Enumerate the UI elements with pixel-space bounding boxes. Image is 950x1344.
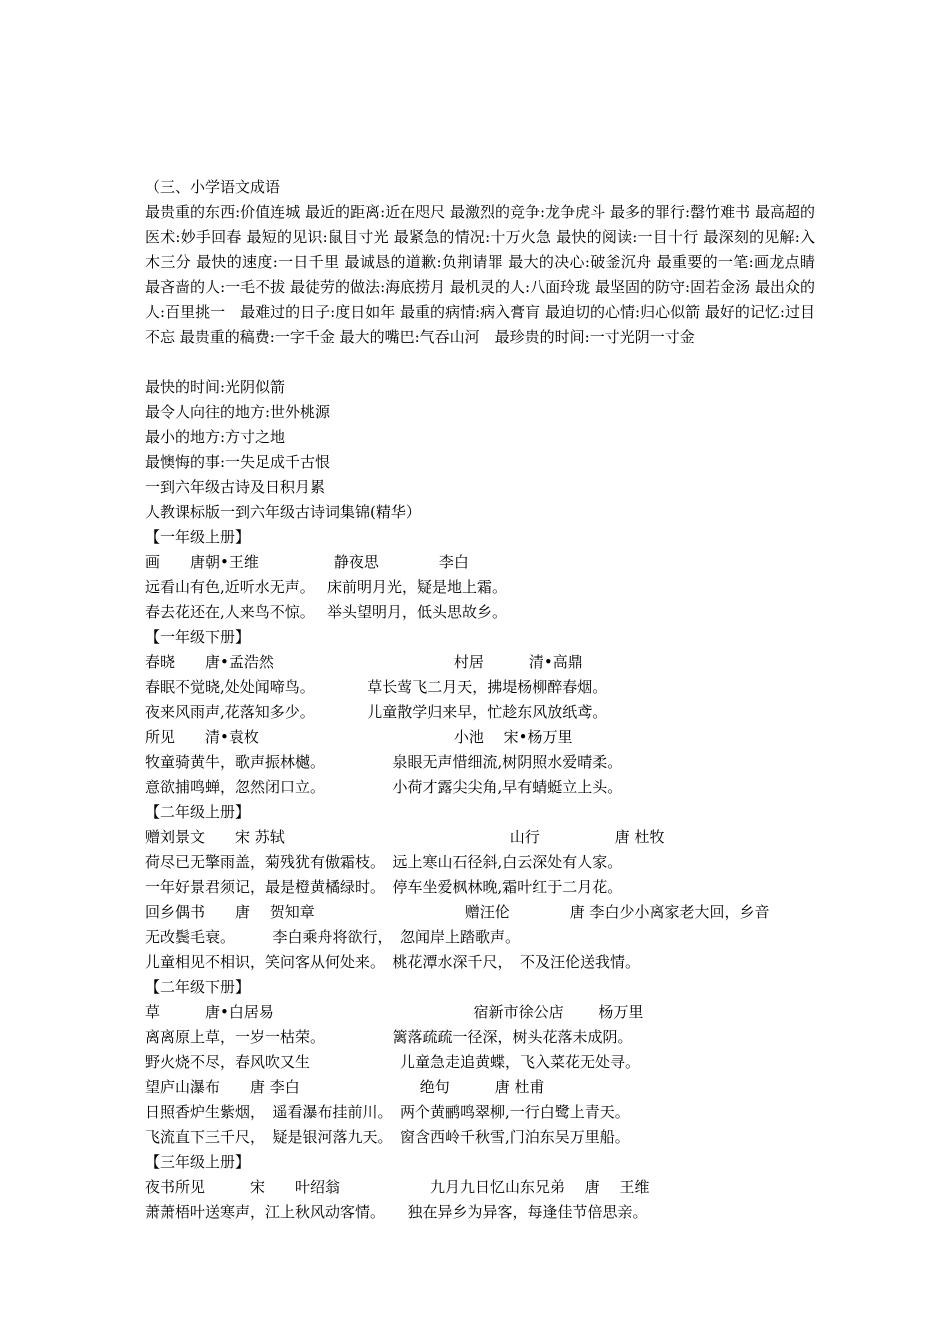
poem-line: 萧萧梧叶送寒声，江上秋风动客情。 独在异乡为异客，每逢佳节倍思亲。 — [145, 1203, 648, 1221]
poem-title-line: 春晓 唐•孟浩然 村居 清•高鼎 — [145, 653, 583, 671]
text-line: 最小的地方:方寸之地 — [145, 428, 286, 446]
grade-heading: 【二年级下册】 — [145, 978, 251, 996]
poem-line: 意欲捕鸣蝉，忽然闭口立。 小荷才露尖尖角,早有蜻蜓立上头。 — [145, 778, 623, 796]
poem-line: 荷尽已无擎雨盖，菊残犹有傲霜枝。 远上寒山石径斜,白云深处有人家。 — [145, 853, 623, 871]
poem-line: 儿童相见不相识，笑问客从何处来。 桃花潭水深千尺， 不及汪伦送我情。 — [145, 953, 641, 971]
poem-line: 远看山有色,近听水无声。 床前明月光，疑是地上霜。 — [145, 578, 508, 596]
section-heading: （三、小学语文成语 — [145, 178, 281, 196]
text-line: 最懊悔的事:一失足成千古恨 — [145, 453, 331, 471]
grade-heading: 【一年级下册】 — [145, 628, 251, 646]
idioms-paragraph: 最贵重的东西:价值连城 最近的距离:近在咫尺 最激烈的竞争:龙争虎斗 最多的罪行:罄竹难书 最高超的医术:妙手回春 最短的见识:鼠目寸光 最紧急的情况:十万火急 最快的阅读:一目十行 最深刻的见解:入木三分 最快的速度:一日千里 最诚恳的道歉:负荆请罪 最大的决心:破釜沉舟 最重要的一笔:画龙点睛 最吝啬的人:一毛不拔 最徒劳的做法:海底捞月 最机灵的人:八面玲珑 最坚固的防守:固若金汤 最出众的人:百里挑一 最难过的日子:度日如年 最重的病情:病入膏肓 最迫切的心情:归心似箭 最好的记忆:过目不忘 最贵重的稿费:一字千金 最大的嘴巴:气吞山河 最珍贵的时间:一寸光阴一寸金 — [145, 203, 815, 346]
poem-title-line: 赠刘景文 宋 苏轼 山行 唐 杜牧 — [145, 828, 665, 846]
poem-title-line: 草 唐•白居易 宿新市徐公店 杨万里 — [145, 1003, 644, 1021]
poem-line: 春眠不觉晓,处处闻啼鸟。 草长莺飞二月天，拂堤杨柳醉春烟。 — [145, 678, 608, 696]
poem-title-line: 画 唐朝•王维 静夜思 李白 — [145, 553, 469, 571]
poem-title-line: 夜书所见 宋 叶绍翁 九月九日忆山东兄弟 唐 王维 — [145, 1178, 650, 1196]
grade-heading: 【二年级上册】 — [145, 803, 251, 821]
poem-line: 夜来风雨声,花落知多少。 儿童散学归来早，忙趁东风放纸鸢。 — [145, 703, 608, 721]
poem-line: 一年好景君须记，最是橙黄橘绿时。 停车坐爱枫林晚,霜叶红于二月花。 — [145, 878, 623, 896]
grade-heading: 【三年级上册】 — [145, 1153, 251, 1171]
text-line: 最快的时间:光阴似箭 — [145, 378, 286, 396]
text-line: 人教课标版一到六年级古诗词集锦(精华） — [145, 503, 421, 521]
poem-line: 春去花还在,人来鸟不惊。 举头望明月，低头思故乡。 — [145, 603, 508, 621]
grade-heading: 【一年级上册】 — [145, 528, 251, 546]
poem-title-line: 所见 清•袁枚 小池 宋•杨万里 — [145, 728, 573, 746]
poem-line: 牧童骑黄牛，歌声振林樾。 泉眼无声惜细流,树阴照水爱晴柔。 — [145, 753, 623, 771]
poem-title-line: 回乡偶书 唐 贺知章 赠汪伦 唐 李白少小离家老大回，乡音 — [145, 903, 770, 921]
poem-line: 日照香炉生紫烟， 遥看瀑布挂前川。 两个黄鹂鸣翠柳,一行白鹭上青天。 — [145, 1103, 630, 1121]
text-line: 一到六年级古诗及日积月累 — [145, 478, 326, 496]
poem-line: 无改鬓毛衰。 李白乘舟将欲行， 忽闻岸上踏歌声。 — [145, 928, 521, 946]
poem-line: 离离原上草，一岁一枯荣。 篱落疏疏一径深，树头花落未成阴。 — [145, 1028, 633, 1046]
poem-line: 飞流直下三千尺， 疑是银河落九天。 窗含西岭千秋雪,门泊东吴万里船。 — [145, 1128, 630, 1146]
poem-line: 野火烧不尽，春风吹又生 儿童急走追黄蝶，飞入菜花无处寻。 — [145, 1053, 641, 1071]
poem-title-line: 望庐山瀑布 唐 李白 绝句 唐 杜甫 — [145, 1078, 545, 1096]
text-line: 最令人向往的地方:世外桃源 — [145, 403, 331, 421]
